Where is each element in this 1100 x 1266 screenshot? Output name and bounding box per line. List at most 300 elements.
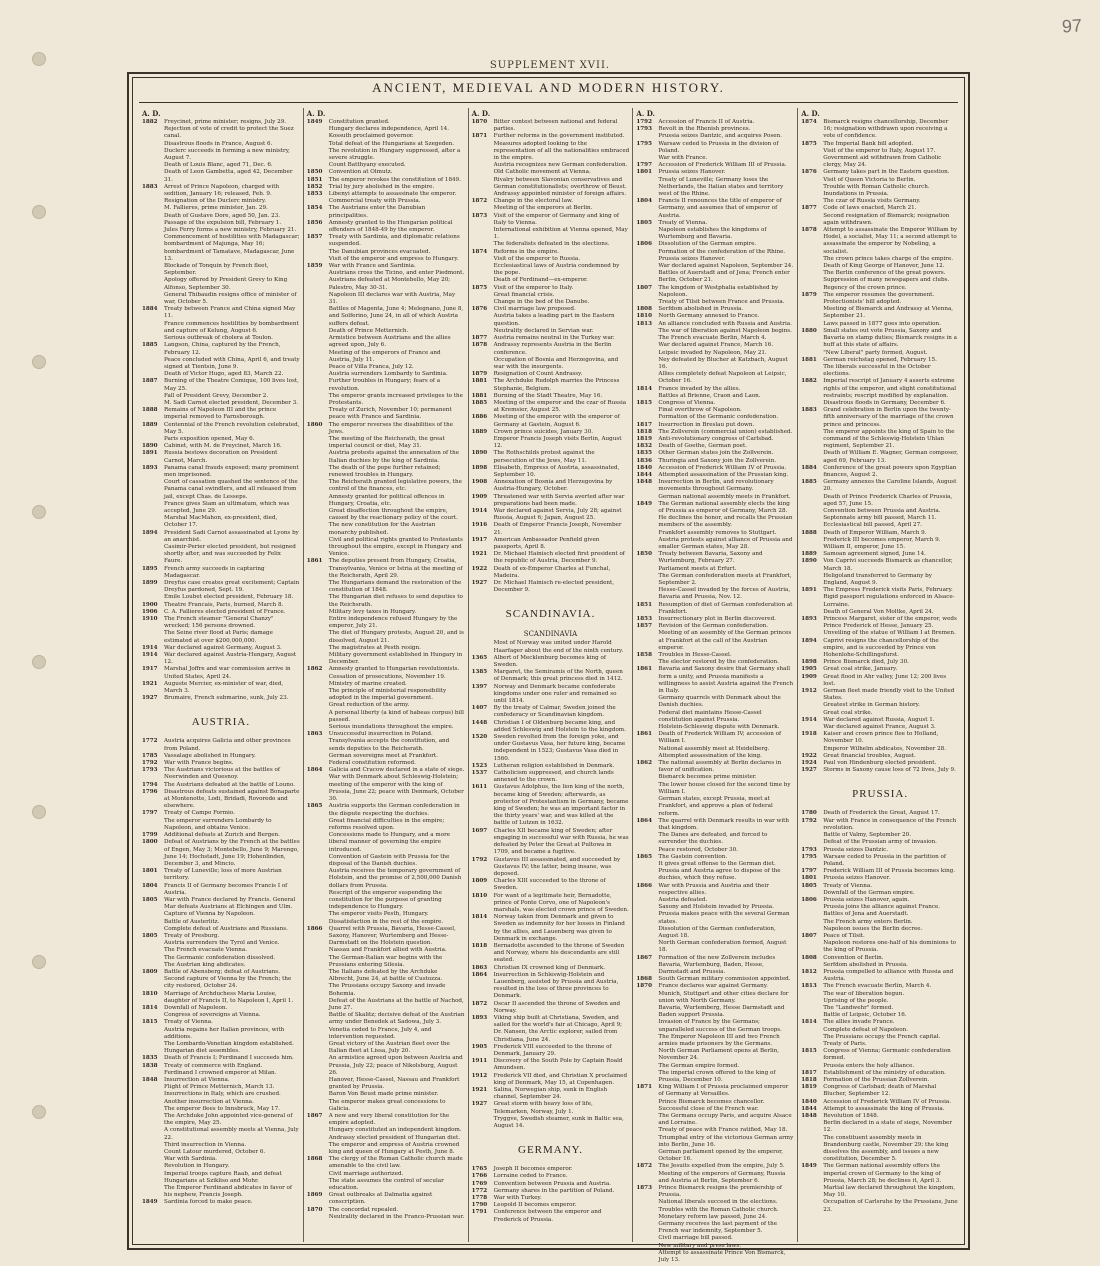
entry-year bbox=[142, 479, 164, 501]
history-entry bbox=[636, 321, 794, 328]
entry-year bbox=[142, 1156, 164, 1163]
entry-text: Prussia seizes Hanover. bbox=[658, 169, 726, 176]
history-entry bbox=[801, 1077, 959, 1084]
entry-text: Napoleon restores one-half of his dominions to the king of Prussia. bbox=[823, 940, 956, 954]
entry-text: Panama canal frauds exposed; many prominent men imprisoned. bbox=[164, 464, 299, 478]
history-entry bbox=[636, 357, 794, 371]
entry-text: Death of Prince Metternich. bbox=[328, 327, 409, 334]
entry-text: Frankfort assembly removes to Stuttgart. bbox=[658, 529, 777, 536]
entry-text: Austria receives the temporary government of Holstein, and the promise of 2,500,000 Danish dollars from Prussia. bbox=[328, 868, 462, 889]
entry-year bbox=[801, 450, 823, 464]
entry-text: Establishment of the ministry of education. bbox=[823, 1069, 946, 1076]
entry-year: 1899 bbox=[142, 580, 158, 586]
history-entry bbox=[636, 436, 794, 443]
history-entry bbox=[801, 191, 959, 198]
history-entry bbox=[142, 198, 300, 205]
entry-text: The German national assembly offers the imperial crown of Germany to the king of Prussia, March 28; he declines it, April 3. bbox=[823, 1163, 942, 1184]
entry-year: 1866 bbox=[306, 925, 323, 932]
entry-text: Napoleon issues the Berlin decree. bbox=[823, 925, 923, 932]
entry-text: Storms in Saxony cause loss of 72 lives, July 9. bbox=[823, 767, 956, 774]
entry-year bbox=[142, 544, 164, 566]
entry-text: Death of Frederick the Great, August 17. bbox=[823, 810, 940, 817]
entry-year: 1840 bbox=[636, 464, 652, 471]
entry-year bbox=[801, 306, 823, 320]
history-entry bbox=[472, 133, 630, 140]
entry-year: 1886 bbox=[471, 414, 488, 421]
entry-year bbox=[472, 205, 494, 212]
entry-year bbox=[801, 177, 823, 184]
entry-text: Battle of Leipsic, October 16. bbox=[823, 1012, 907, 1019]
entry-text: Treaty of Luneville; loss of more Austrian territory. bbox=[164, 868, 282, 882]
entry-year: 1909 bbox=[801, 673, 817, 680]
entry-text: Cabinet, with M. de Freycinet, March 16. bbox=[164, 443, 282, 450]
entry-text: Leipsic invaded by Napoleon, May 21. bbox=[658, 349, 767, 356]
entry-text: The French army enters Berlin. bbox=[823, 918, 913, 925]
history-entry bbox=[142, 1113, 300, 1127]
history-entry bbox=[801, 364, 959, 378]
history-entry bbox=[307, 854, 465, 868]
history-entry bbox=[142, 883, 300, 897]
entry-text: Bismarck becomes prime minister. bbox=[658, 774, 757, 781]
entry-year bbox=[307, 724, 329, 731]
entry-text: Resumption of diet of German confederation at Frankfort. bbox=[658, 601, 793, 615]
history-entry bbox=[801, 1019, 959, 1026]
entry-text: Visit of the emperor of Germany and king of Italy to Vienna. bbox=[493, 212, 619, 226]
history-entry bbox=[307, 630, 465, 644]
entry-year bbox=[636, 1207, 658, 1214]
entry-text: Ministry of marine created. bbox=[328, 680, 407, 687]
entry-year bbox=[801, 321, 823, 328]
entry-text: By the treaty of Calmar, Sweden joined the confederacy or Scandinavian kingdom. bbox=[493, 705, 616, 719]
entry-year bbox=[307, 681, 329, 688]
entry-year bbox=[142, 1163, 164, 1170]
entry-text: The federalists defeated in the elections. bbox=[493, 241, 610, 248]
entry-text: The emperor flees to Innsbruck, May 17. bbox=[164, 1105, 280, 1112]
entry-year: 1810 bbox=[471, 892, 488, 899]
history-entry bbox=[142, 602, 300, 609]
entry-year: 1805 bbox=[142, 932, 158, 939]
entry-year: 1880 bbox=[801, 327, 817, 334]
entry-year bbox=[307, 919, 329, 926]
history-entry bbox=[472, 878, 630, 892]
entry-year bbox=[142, 1106, 164, 1113]
entry-text: German states, except Prussia, meet at Frankfort, and approve a plan of federal reform. bbox=[658, 796, 773, 817]
entry-year bbox=[307, 1099, 329, 1113]
history-entry bbox=[636, 530, 794, 537]
entry-text: Marshal MacMahon, ex-president, died, October 17. bbox=[164, 515, 278, 529]
entry-year: 1922 bbox=[801, 752, 817, 759]
history-column-4 bbox=[632, 108, 797, 1264]
history-entry bbox=[801, 724, 959, 731]
entry-year: 1818 bbox=[636, 428, 652, 435]
history-entry bbox=[307, 407, 465, 421]
history-entry bbox=[636, 1113, 794, 1127]
entry-text: The Emperor Napoleon III and two French armies made prisoners by the Germans. bbox=[658, 1033, 780, 1047]
history-entry bbox=[472, 734, 630, 763]
entry-text: The emperor and empress of Austria crowned king and queen of Hungary at Pesth, June 8. bbox=[328, 1141, 460, 1156]
entry-year: 1795 bbox=[801, 853, 817, 860]
entry-year: 1905 bbox=[801, 666, 817, 673]
history-entry bbox=[801, 940, 959, 954]
history-entry bbox=[801, 854, 959, 868]
entry-year bbox=[307, 1178, 329, 1192]
entry-year: 1879 bbox=[801, 291, 817, 298]
history-entry bbox=[472, 943, 630, 965]
history-entry bbox=[472, 1116, 630, 1130]
history-entry bbox=[472, 249, 630, 256]
entry-text: He declines the honor, and recalls the Prussian members of the assembly. bbox=[658, 515, 793, 529]
history-entry bbox=[636, 119, 794, 126]
history-entry bbox=[307, 1135, 465, 1142]
entry-year bbox=[142, 335, 164, 342]
entry-text: The German national assembly elects the king of Prussia as emperor of Germany, March 28. bbox=[658, 500, 790, 514]
history-entry bbox=[636, 1199, 794, 1206]
entry-text: Revision of the German confederation. bbox=[658, 623, 769, 630]
history-entry bbox=[636, 1171, 794, 1185]
history-entry bbox=[307, 1113, 465, 1127]
entry-text: Military government established in Hungary in December. bbox=[328, 652, 463, 666]
history-entry bbox=[801, 969, 959, 983]
entry-text: Attempted assassination of the Prussian king. bbox=[658, 471, 789, 478]
entry-year bbox=[636, 328, 658, 335]
entry-year: 1877 bbox=[801, 205, 817, 212]
entry-year bbox=[307, 609, 329, 616]
history-entry bbox=[636, 1135, 794, 1149]
entry-year: 1927 bbox=[471, 1101, 488, 1108]
entry-year bbox=[307, 364, 329, 371]
history-entry bbox=[142, 839, 300, 868]
entry-year bbox=[307, 378, 329, 392]
history-entry bbox=[801, 141, 959, 148]
history-entry bbox=[472, 371, 630, 378]
entry-year: 1848 bbox=[801, 1113, 817, 1120]
entry-text: Burning of the Theatre Comique, 100 lives lost, May 25. bbox=[164, 378, 299, 392]
title-rule bbox=[139, 102, 958, 103]
entry-text: Prussia seizes Dantzic. bbox=[823, 846, 889, 853]
history-entry bbox=[142, 443, 300, 450]
entry-year: 1884 bbox=[142, 306, 158, 313]
entry-text: Insurrections in Italy, which are crushed. bbox=[164, 1091, 281, 1098]
entry-year bbox=[636, 868, 658, 882]
entry-year: 1863 bbox=[306, 731, 323, 738]
entry-year: 1924 bbox=[801, 760, 817, 767]
history-entry bbox=[142, 926, 300, 933]
entry-year bbox=[307, 774, 329, 803]
entry-text: Attempted assassination of the king. bbox=[658, 752, 762, 759]
history-entry bbox=[636, 1005, 794, 1019]
history-entry bbox=[636, 537, 794, 551]
entry-year bbox=[307, 306, 329, 328]
entry-text: Code of laws enacted, March 21. bbox=[823, 205, 917, 212]
entry-text: Austria takes a leading part in the Eastern question. bbox=[493, 313, 615, 327]
entry-year bbox=[801, 1041, 823, 1048]
entry-text: Total defeat of the Hungarians at Szegeden. bbox=[328, 140, 455, 147]
entry-year bbox=[307, 1142, 329, 1156]
entry-text: Trouble with Roman Catholic church. bbox=[823, 183, 930, 190]
history-entry bbox=[636, 1185, 794, 1199]
entry-year: 1697 bbox=[471, 827, 488, 834]
entry-year: 1869 bbox=[306, 1192, 323, 1199]
entry-year bbox=[307, 911, 329, 918]
entry-year: 1805 bbox=[801, 882, 817, 889]
history-entry bbox=[142, 371, 300, 378]
history-entry bbox=[472, 299, 630, 306]
entry-year: 1882 bbox=[801, 378, 817, 385]
entry-text: Von Caprivi succeeds Bismarck as chancellor, March 18. bbox=[823, 558, 953, 572]
entry-year: 1862 bbox=[306, 666, 323, 673]
entry-year bbox=[307, 630, 329, 644]
entry-text: Tryggve, Swedish steamer, sunk in Baltic sea, August 14. bbox=[493, 1115, 624, 1130]
entry-year: 1844 bbox=[636, 471, 652, 478]
history-entry bbox=[307, 645, 465, 652]
history-entry bbox=[307, 479, 465, 493]
entry-year bbox=[472, 328, 494, 335]
entry-year: 1881 bbox=[801, 356, 817, 363]
history-entry bbox=[801, 847, 959, 854]
history-entry bbox=[636, 1235, 794, 1242]
entry-year bbox=[801, 1063, 823, 1070]
entry-text: Third insurrection in Vienna. bbox=[164, 1141, 247, 1148]
history-entry bbox=[472, 292, 630, 299]
entry-text: Norway and Denmark became confederate kingdoms under one ruler and remained so until 1814. bbox=[493, 683, 617, 705]
entry-text: Battle of Austerlitz. bbox=[164, 918, 220, 925]
entry-text: Serfdom abolished in Prussia. bbox=[823, 961, 908, 968]
entry-text: Anti-revolutionary congress of Carlsbad. bbox=[658, 435, 774, 442]
history-entry bbox=[307, 249, 465, 256]
history-entry bbox=[307, 818, 465, 832]
history-entry bbox=[801, 508, 959, 515]
entry-year: 1885 bbox=[142, 342, 158, 349]
entry-year bbox=[636, 1127, 658, 1134]
entry-year bbox=[801, 919, 823, 926]
entry-text: Revolution of 1848. bbox=[823, 1113, 879, 1120]
history-entry bbox=[142, 378, 300, 392]
entry-text: The Prussians occupy the French capital. bbox=[823, 1033, 941, 1040]
entry-text: Final overthrow of Napoleon. bbox=[658, 407, 742, 414]
entry-year bbox=[636, 724, 658, 731]
entry-year bbox=[307, 983, 329, 997]
entry-year: 1918 bbox=[801, 731, 817, 738]
entry-year bbox=[142, 630, 164, 644]
history-entry bbox=[636, 868, 794, 882]
entry-text: Meeting of the emperor with the emperor of Germany at Gastein, August 6. bbox=[493, 414, 620, 428]
history-entry bbox=[801, 400, 959, 407]
entry-text: Death of Goethe, German poet. bbox=[658, 443, 747, 450]
history-column-5 bbox=[797, 108, 962, 1242]
history-entry bbox=[801, 630, 959, 637]
entry-year bbox=[472, 299, 494, 306]
entry-text: Meeting of the emperors at Berlin. bbox=[493, 205, 593, 212]
entry-year bbox=[636, 1099, 658, 1106]
entry-year bbox=[307, 688, 329, 702]
entry-text: Defeat of Austrians by the French at the battles of Engen, May 3; Montebello, June 9; Marengo, June 14; Hochstadt, June 19; Hohenlinden, December 3, and Mincio. bbox=[164, 839, 300, 867]
entry-year: 1800 bbox=[142, 839, 158, 846]
entry-year: 1520 bbox=[471, 734, 488, 741]
entry-year: 1868 bbox=[636, 976, 652, 983]
entry-year bbox=[801, 940, 823, 954]
entry-text: Convention of Berlin. bbox=[823, 954, 884, 961]
entry-year bbox=[307, 1041, 329, 1055]
entry-text: Ney defeated by Blucher at Katzbach, August 16. bbox=[658, 356, 788, 370]
entry-text: Insurrection at Vienna. bbox=[164, 1077, 230, 1083]
entry-text: Battle of Valmy, September 20. bbox=[823, 832, 911, 839]
history-entry bbox=[307, 1077, 465, 1091]
entry-text: Formation of the confederation of the Rhine. bbox=[658, 248, 786, 255]
entry-text: M. Fallieres, prime minister, Jan. 29. bbox=[164, 205, 268, 212]
entry-text: A constitutional assembly meets at Vienna, July 22. bbox=[164, 1127, 299, 1141]
entry-year: 1874 bbox=[801, 119, 817, 125]
entry-text: Serious inundations throughout the empire. bbox=[328, 724, 454, 731]
entry-year bbox=[801, 630, 823, 637]
entry-year bbox=[307, 1135, 329, 1142]
entry-year: 1865 bbox=[306, 803, 323, 810]
history-entry bbox=[307, 270, 465, 277]
history-entry bbox=[472, 551, 630, 565]
entry-year bbox=[307, 133, 329, 140]
entry-year: 1801 bbox=[142, 868, 158, 875]
entry-year: 1799 bbox=[142, 832, 158, 839]
entry-year bbox=[801, 508, 823, 515]
history-entry bbox=[636, 285, 794, 299]
entry-year: 1912 bbox=[471, 1072, 488, 1079]
entry-text: War with France begins. bbox=[164, 760, 234, 767]
entry-text: War declared against Napoleon, September 24. bbox=[658, 263, 794, 270]
entry-text: The war of liberation begun. bbox=[823, 990, 905, 997]
entry-text: The French evacuate Berlin, March 4. bbox=[823, 983, 932, 990]
entry-text: Constitution granted. bbox=[328, 119, 390, 125]
entry-text: Germany takes part in the Eastern question. bbox=[823, 169, 950, 176]
entry-year bbox=[636, 256, 658, 263]
entry-year bbox=[142, 1091, 164, 1098]
history-entry bbox=[307, 234, 465, 248]
history-entry bbox=[307, 198, 465, 205]
entry-year bbox=[142, 169, 164, 183]
entry-year: 1769 bbox=[471, 1180, 488, 1187]
entry-text: Francis II of Germany becomes Francis I of Austria. bbox=[164, 882, 288, 896]
entry-text: Convention at Olmutz. bbox=[328, 169, 393, 176]
history-entry bbox=[636, 220, 794, 227]
entry-text: Vassalage abolished in Hungary. bbox=[164, 752, 256, 759]
entry-text: The quarrel with Denmark results in war with that kingdom. bbox=[658, 817, 789, 831]
history-entry bbox=[472, 828, 630, 857]
history-entry bbox=[636, 443, 794, 450]
history-entry bbox=[801, 306, 959, 320]
history-entry bbox=[636, 991, 794, 1005]
history-entry bbox=[636, 602, 794, 616]
entry-text: Germany shares in the partition of Poland. bbox=[493, 1187, 615, 1194]
entry-year bbox=[142, 911, 164, 918]
entry-year: 1809 bbox=[471, 878, 488, 885]
handwritten-page-number: 97 bbox=[1061, 15, 1083, 37]
entry-text: Measures adopted looking to the representation of all the nationalities embraced in the empire. bbox=[493, 140, 630, 162]
entry-text: Federal diet maintains Hesse-Cassel constitution against Prussia. bbox=[658, 709, 762, 723]
entry-text: Martial law declared throughout the kingdom, May 10. bbox=[823, 1185, 956, 1199]
entry-year: 1883 bbox=[142, 183, 158, 190]
history-entry bbox=[472, 479, 630, 493]
history-entry bbox=[472, 720, 630, 734]
entry-text: North Germany annexed to France. bbox=[658, 313, 760, 320]
entry-year bbox=[307, 1214, 329, 1221]
entry-text: The "Landwehr" formed. bbox=[823, 1004, 894, 1011]
entry-year bbox=[636, 1070, 658, 1084]
entry-text: Occupation of Bosnia and Herzegovina, and war with the insurgents. bbox=[493, 356, 619, 370]
entry-year: 1832 bbox=[636, 443, 652, 450]
entry-year: 1848 bbox=[142, 1077, 158, 1083]
entry-text: German national assembly meets in Frankfort. bbox=[658, 493, 791, 500]
entry-year: 1881 bbox=[471, 378, 488, 385]
entry-year bbox=[636, 133, 658, 140]
entry-text: The revolution in Hungary suppressed, after a severe struggle. bbox=[328, 147, 461, 162]
entry-text: Death of Gustave Dore, aged 50, Jan. 23. bbox=[164, 212, 281, 219]
entry-text: Death of Emperor Francis Joseph, November 21. bbox=[493, 522, 622, 536]
entry-year bbox=[636, 904, 658, 911]
entry-year: 1891 bbox=[801, 587, 817, 594]
entry-text: The Danubian provinces evacuated. bbox=[328, 248, 431, 255]
history-entry bbox=[472, 169, 630, 176]
history-entry bbox=[472, 313, 630, 327]
history-entry bbox=[142, 400, 300, 407]
history-entry bbox=[307, 465, 465, 479]
entry-year bbox=[636, 796, 658, 818]
history-entry bbox=[142, 184, 300, 198]
entry-text: Most of Norway was united under Harold Haarfager about the end of the ninth century. bbox=[493, 640, 624, 654]
entry-text: Ecclesiastical laws of Austria condemned by the pope. bbox=[493, 263, 620, 277]
entry-text: Flight of Prince Metternich, March 13. bbox=[164, 1084, 275, 1091]
entry-year: 1921 bbox=[142, 680, 158, 687]
entry-text: Military levy taxes in Hungary. bbox=[328, 608, 417, 615]
entry-text: The emperor reverses the disabilities of the Jews. bbox=[328, 421, 454, 435]
history-entry bbox=[472, 1209, 630, 1223]
history-entry bbox=[636, 911, 794, 925]
history-entry bbox=[142, 321, 300, 335]
entry-year: 1894 bbox=[142, 529, 158, 536]
entry-year bbox=[636, 1171, 658, 1185]
entry-text: Reforms in the empire. bbox=[493, 248, 560, 255]
history-entry bbox=[636, 753, 794, 760]
history-entry bbox=[801, 169, 959, 176]
entry-text: The Germans occupy Paris, and acquire Alsace and Lorraine. bbox=[658, 1113, 792, 1127]
entry-text: Convention between Prussia and Austria. bbox=[823, 507, 941, 514]
entry-year: 1921 bbox=[471, 551, 488, 558]
entry-year: 1840 bbox=[801, 1098, 817, 1105]
history-entry bbox=[142, 1099, 300, 1106]
entry-year: 1876 bbox=[471, 306, 488, 313]
entry-year: 1912 bbox=[801, 688, 817, 695]
entry-year bbox=[636, 774, 658, 781]
entry-text: Armistice between Austrians and the allies agreed upon, July 6. bbox=[328, 335, 451, 349]
entry-year bbox=[801, 962, 823, 969]
history-entry bbox=[142, 911, 300, 918]
entry-text: War with France and Sardinia. bbox=[328, 263, 416, 270]
entry-text: Neutrality declared in Servian war. bbox=[493, 327, 594, 334]
entry-year: 1852 bbox=[306, 183, 323, 190]
history-entry bbox=[801, 767, 959, 774]
entry-text: Leopold II becomes emperor. bbox=[493, 1202, 577, 1209]
history-entry bbox=[307, 191, 465, 198]
history-entry bbox=[636, 796, 794, 818]
history-entry bbox=[307, 998, 465, 1012]
history-entry bbox=[801, 933, 959, 940]
entry-text: Austrians cross the Ticino, and enter Piedmont. bbox=[328, 270, 465, 277]
entry-text: Prussia and Austria agree to dispose of the duchies, which they refuse. bbox=[658, 868, 781, 882]
entry-year bbox=[307, 277, 329, 291]
column-header-ad: A. D. bbox=[801, 109, 820, 118]
entry-text: Allies completely defeat Napoleon at Leipsic, October 16. bbox=[658, 371, 787, 385]
history-entry bbox=[307, 371, 465, 378]
entry-year bbox=[636, 1063, 658, 1070]
entry-text: Entire independence refused Hungary by the emperor, July 21. bbox=[328, 616, 458, 630]
entry-year: 1891 bbox=[142, 450, 158, 457]
